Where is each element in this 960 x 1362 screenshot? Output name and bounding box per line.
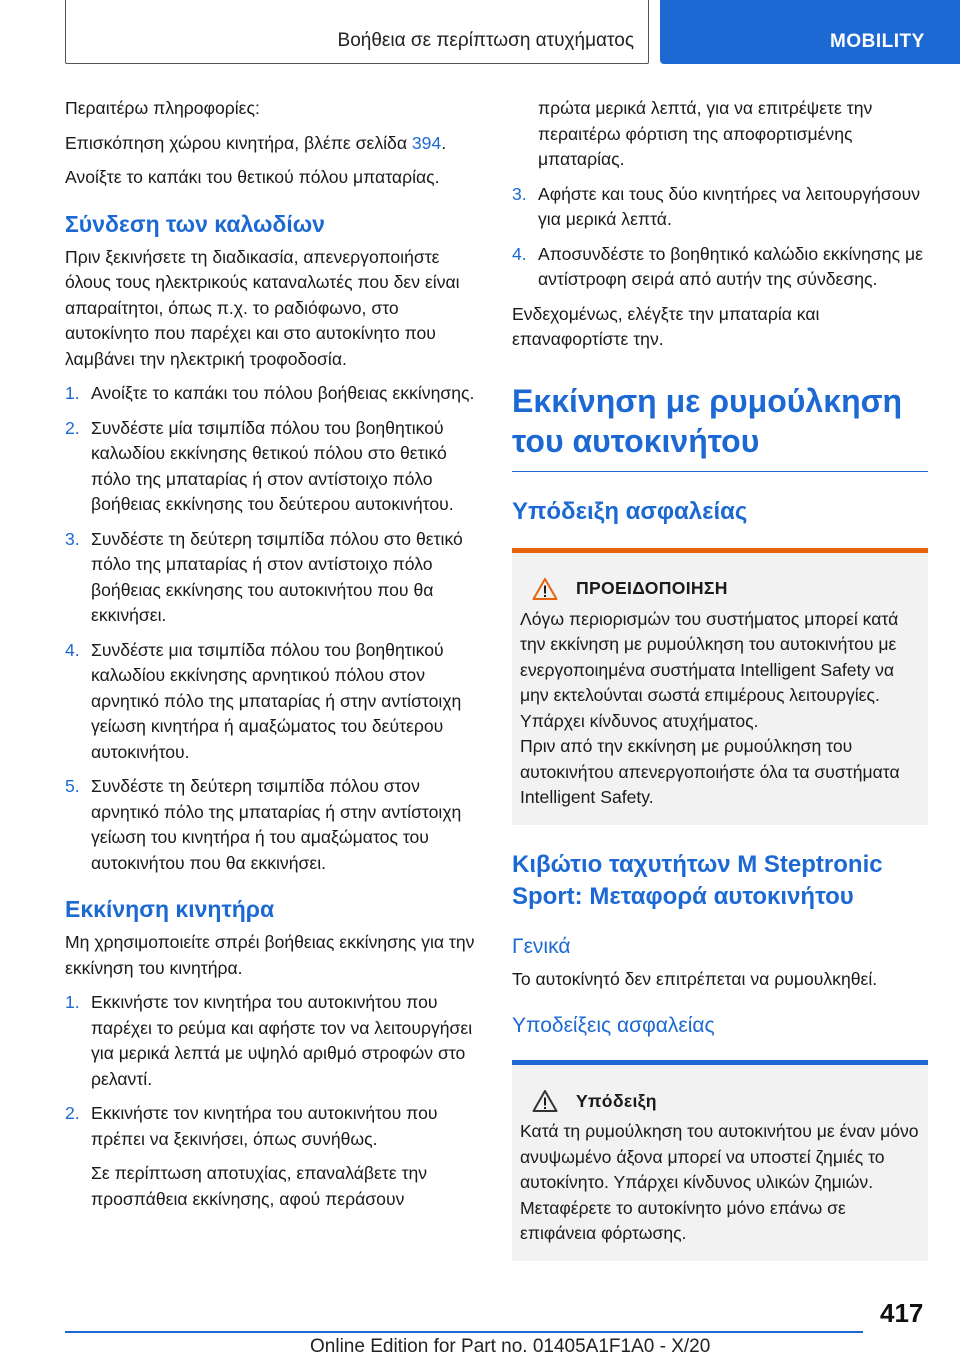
engine-compartment-reference	[65, 131, 477, 157]
list-item	[65, 990, 477, 1092]
note-title: Υπόδειξη	[576, 1090, 657, 1111]
step-number: 5.	[65, 776, 80, 796]
step-number: 4.	[512, 243, 527, 264]
further-info-label: Περαιτέρω πληροφορίες:	[65, 98, 260, 118]
retry-text-end: πρώτα μερικά λεπτά, για να επιτρέψετε την περαιτέρω φόρτιση της αποφορτισμένης μπαταρίας.	[538, 98, 873, 169]
final-steps-list	[512, 182, 928, 293]
cables-intro-text: Πριν ξεκινήσετε τη διαδικασία, απενεργοποιήστε όλους τους ηλεκτρικούς καταναλωτές που δεν είναι απαραίτητοι, όπως π.χ. το ραδιόφωνο, στο αυτοκίνητο που παρέχει και στο αυτοκίνητο που λαμβάνει την ηλεκτρική τροφοδοσία.	[65, 246, 460, 369]
step-text: Εκκινήστε τον κινητήρα του αυτοκινήτου που παρέχει το ρεύμα και αφήστε τον να λειτουργήσει για μερικά λεπτά με υψηλό αριθμό στροφών στο ρελαντί.	[91, 992, 473, 1089]
list-item	[512, 182, 928, 233]
page-link-394[interactable]: 394	[411, 132, 442, 153]
list-item	[65, 638, 477, 766]
step-number: 1.	[65, 383, 80, 403]
step-text: Συνδέστε τη δεύτερη τσιμπίδα πόλου στον αρνητικό πόλο της μπαταρίας ή στην αντίστοιχη γείωση του κινητήρα ή του αμαξώματος του αυτοκινήτου που θα εκκινήσει.	[91, 776, 462, 873]
note-header	[520, 1089, 920, 1113]
footer-edition: Online Edition for Part no. 01405A1F1A0 - X/20	[310, 1336, 711, 1357]
check-battery-text: Ενδεχομένως, ελέγξτε την μπαταρία και επαναφορτίστε την.	[512, 303, 820, 349]
step-number: 1.	[65, 992, 80, 1012]
header-mobility-tab	[660, 0, 960, 64]
warning-box	[512, 548, 928, 825]
open-positive-cap-text: Ανοίξτε το καπάκι του θετικού πόλου μπαταρίας.	[65, 167, 440, 187]
warning-instruction: Πριν από την εκκίνηση με ρυμούλκηση του αυτοκινήτου απενεργοποιήστε όλα τα συστήματα Intelligent Safety.	[520, 736, 900, 807]
list-item	[65, 416, 477, 518]
list-item	[512, 242, 928, 293]
step-text: Συνδέστε μια τσιμπίδα πόλου του βοηθητικού καλωδίου εκκίνησης αρνητικού πόλου στον αρνητικό πόλο της μπαταρίας ή στην αντίστοιχη γείωση κινητήρα ή αμαξώματος του δεύτερου αυτοκινήτου.	[91, 639, 462, 762]
step-text: Ανοίξτε το καπάκι του πόλου βοήθειας εκκίνησης.	[91, 383, 475, 403]
left-column	[65, 96, 477, 1221]
list-item	[65, 527, 477, 629]
page-number: 417	[880, 1298, 924, 1328]
warning-header	[520, 577, 920, 601]
heading-start-engine: Εκκίνηση κινητήρα	[65, 896, 275, 922]
warning-title: ΠΡΟΕΙΔΟΠΟΙΗΣΗ	[576, 578, 728, 598]
note-text: Κατά τη ρυμούλκηση του αυτοκινήτου με έναν μόνο ανυψωμένο άξονα μπορεί να υποστεί ζημιές το αυτοκίνητο. Υπάρχει κίνδυνος υλικών ζημιών. Μεταφέρετε το αυτοκίνητο μόνο επάνω σε επιφάνεια φόρτωσης.	[520, 1121, 919, 1243]
step-text: Συνδέστε μία τσιμπίδα πόλου του βοηθητικού καλωδίου εκκίνησης θετικού πόλου στο θετικό πόλο της μπαταρίας ή στον αντίστοιχο πόλο βοήθειας εκκίνησης του δεύτερου αυτοκινήτου.	[91, 417, 454, 514]
start-steps-list	[65, 990, 477, 1152]
note-box	[512, 1060, 928, 1261]
header-section-box	[65, 0, 649, 64]
heading-tow-start: Εκκίνηση με ρυμούλκηση του αυτοκινήτου	[512, 381, 928, 472]
header-section-title: Βοήθεια σε περίπτωση ατυχήματος	[337, 30, 634, 51]
retry-text-start: Σε περίπτωση αποτυχίας, επαναλάβετε την προσπάθεια εκκίνησης, αφού περάσουν	[91, 1163, 428, 1209]
step-text: Συνδέστε τη δεύτερη τσιμπίδα πόλου στο θετικό πόλο της μπαταρίας ή στον αντίστοιχο πόλο βοήθειας εκκίνησης του αυτοκινήτου που θα εκκινήσει.	[91, 528, 463, 625]
list-item	[65, 381, 477, 407]
heading-safety-note: Υπόδειξη ασφαλείας	[512, 497, 748, 525]
heading-general: Γενικά	[512, 934, 571, 958]
list-item	[65, 774, 477, 876]
footer-divider	[65, 1331, 863, 1333]
heading-safety-notes: Υποδείξεις ασφαλείας	[512, 1014, 715, 1037]
step-number: 3.	[512, 183, 527, 204]
heading-gearbox-transport: Κιβώτιο ταχυτήτων M Steptronic Sport: Μεταφορά αυτοκινήτου	[512, 850, 883, 910]
step-number: 3.	[65, 528, 80, 549]
cable-steps-list	[65, 381, 477, 876]
step-text: Αφήστε και τους δύο κινητήρες να λειτουργήσουν για μερικά λεπτά.	[538, 183, 920, 229]
general-text: Το αυτοκίνητό δεν επιτρέπεται να ρυμουλκηθεί.	[512, 968, 878, 989]
start-intro-text: Μη χρησιμοποιείτε σπρέι βοήθειας εκκίνησης για την εκκίνηση του κινητήρα.	[65, 932, 475, 978]
caution-triangle-icon	[532, 1089, 558, 1113]
step-text: Εκκινήστε τον κινητήρα του αυτοκινήτου που πρέπει να ξεκινήσει, όπως συνήθως.	[91, 1103, 438, 1149]
heading-connect-cables: Σύνδεση των καλωδίων	[65, 210, 325, 237]
reference-text: Επισκόπηση χώρου κινητήρα, βλέπε σελίδα	[65, 132, 412, 153]
header-tab-label: MOBILITY	[830, 31, 925, 52]
reference-suffix: .	[441, 132, 447, 153]
step-text: Αποσυνδέστε το βοηθητικό καλώδιο εκκίνησης με αντίστροφη σειρά από αυτήν της σύνδεσης.	[538, 243, 923, 289]
right-column	[512, 96, 928, 1271]
step-number: 2.	[65, 1103, 80, 1123]
warning-text: Λόγω περιορισμών του συστήματος μπορεί κατά την εκκίνηση με ρυμούλκηση του αυτοκινήτου με ενεργοποιημένα συστήματα Intelligent Safety να μην εκτελούνται σωστά επιμέρους λειτουργίες. Υπάρχει κίνδυνος ατυχήματος.	[520, 608, 899, 731]
step-number: 4.	[65, 639, 80, 660]
list-item	[65, 1101, 477, 1152]
step-number: 2.	[65, 417, 80, 438]
warning-triangle-icon	[532, 577, 558, 601]
